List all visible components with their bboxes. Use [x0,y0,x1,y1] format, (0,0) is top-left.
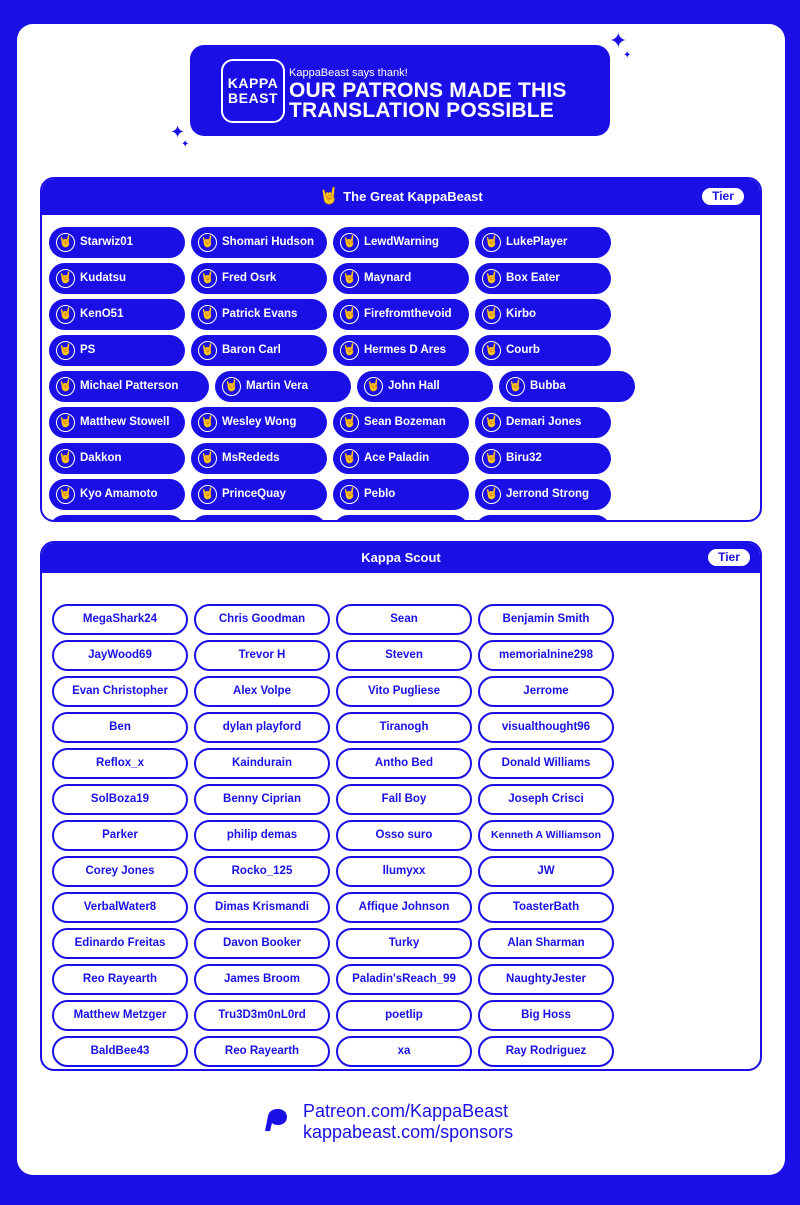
patron-pill [49,407,185,438]
patron-name: PrinceQuay [222,488,286,500]
patron-pill [478,676,614,707]
patron-pill [52,964,188,995]
rock-hand-icon: 🤘 [340,485,359,504]
patron-name: Bubba [530,380,566,392]
patron-pill [333,479,469,510]
patron-name: Dimas Krismandi [215,901,309,913]
rock-hand-icon: 🤘 [222,377,241,396]
patron-name: Donald Williams [501,757,591,769]
patron-pill [52,712,188,743]
patron-name: Benjamin Smith [502,613,590,625]
patron-pill [194,676,330,707]
patron-name: Matthew Stowell [80,416,170,428]
patron-name: Hermes D Ares [364,344,447,356]
patron-pill [475,263,611,294]
patron-pill [336,964,472,995]
rock-hand-icon [198,521,217,522]
patron-name: Sean Bozeman [364,416,446,428]
patron-name: Maynard [364,272,412,284]
patron-name: Trevor H [238,649,286,661]
patron-name: Baron Carl [222,344,281,356]
patron-name: Ace Paladin [364,452,430,464]
patron-pill [52,856,188,887]
tier-scout-tier-button[interactable]: Tier [708,549,750,566]
patron-pill [52,640,188,671]
patron-pill [52,892,188,923]
patron-name: Ray Rodriguez [505,1045,587,1057]
patron-name: Patrick Evans [222,308,298,320]
patron-pill [52,784,188,815]
patron-name: Jerrond Strong [506,488,590,500]
patron-name: Reflox_x [96,757,144,769]
rock-hand-icon: 🤘 [56,377,75,396]
rock-hand-icon: 🤘 [56,341,75,360]
rock-hand-icon [56,521,75,522]
patron-name: SolBoza19 [90,793,150,805]
patron-name: MegaShark24 [82,613,158,625]
rock-hand-icon: 🤘 [56,269,75,288]
rock-hand-icon: 🤘 [482,413,501,432]
patron-pill [191,479,327,510]
sparkle-icon: ✦ [181,139,190,150]
patron-name: BaldBee43 [90,1045,150,1057]
patron-pill [475,227,611,258]
patron-pill [336,748,472,779]
patreon-link[interactable]: Patreon.com/KappaBeast [303,1101,509,1121]
patron-pill [49,443,185,474]
patron-pill [191,335,327,366]
patron-pill [52,1036,188,1067]
patron-pill [333,407,469,438]
patron-pill [478,928,614,959]
patron-name: Michael Patterson [80,380,179,392]
rock-hand-icon: 🤘 [56,413,75,432]
patron-name: PS [80,344,96,356]
patron-name: Shomari Hudson [222,236,315,248]
rock-hand-icon: 🤘 [319,188,340,205]
patron-name: Tru3D3m0nL0rd [218,1009,306,1021]
patron-name: Big Hoss [521,1009,571,1021]
patron-name: Box Eater [506,272,560,284]
patron-name: Starwiz01 [80,236,134,248]
patron-pill [194,892,330,923]
patron-pill [478,1000,614,1031]
banner-title [289,81,567,121]
patron-pill [475,443,611,474]
patron-pill [478,712,614,743]
tier-great-patron-list [49,227,755,522]
patron-pill [478,604,614,635]
patron-pill [478,820,614,851]
patron-name: Demari Jones [506,416,582,428]
sparkle-icon: ✦ [623,50,632,61]
patron-pill [52,748,188,779]
rock-hand-icon: 🤘 [482,341,501,360]
rock-hand-icon: 🤘 [340,341,359,360]
patron-name: Osso suro [375,829,433,841]
patron-pill [194,820,330,851]
patron-pill [475,299,611,330]
patron-pill [191,515,327,522]
patron-name: Reo Rayearth [82,973,158,985]
patron-pill [336,1000,472,1031]
patron-pill [191,263,327,294]
patron-name: Ben [109,721,131,733]
rock-hand-icon: 🤘 [56,485,75,504]
patron-pill [333,227,469,258]
rock-hand-icon: 🤘 [198,485,217,504]
patron-pill [478,748,614,779]
patron-name: Joseph Crisci [508,793,584,805]
patron-pill [336,856,472,887]
patron-name: Kaindurain [231,757,293,769]
patron-pill [194,1036,330,1067]
patron-pill [336,712,472,743]
patron-name: Evan Christopher [72,685,168,697]
patron-pill [49,335,185,366]
patron-name: Steven [385,649,423,661]
patron-pill [194,1000,330,1031]
patron-name: Vito Pugliese [367,685,440,697]
patron-name: Martin Vera [246,380,308,392]
patron-pill [52,676,188,707]
patron-name: philip demas [226,829,298,841]
rock-hand-icon: 🤘 [56,233,75,252]
tier-great-panel [40,177,762,522]
patron-name: Kirbo [506,308,537,320]
logo-line2: BEAST [228,90,278,106]
patron-name: Tiranogh [379,721,429,733]
patron-pill [49,515,185,522]
logo-line1: KAPPA [227,75,279,91]
patron-name: Wesley Wong [222,416,297,428]
patron-pill [499,371,635,402]
tier-scout-patron-list [52,604,758,1071]
patron-pill [215,371,351,402]
patron-name: NaughtyJester [506,973,586,985]
patron-pill [478,1036,614,1067]
rock-hand-icon: 🤘 [482,269,501,288]
patron-name: Alex Volpe [233,685,291,697]
patron-name: Matthew Metzger [73,1009,167,1021]
patron-pill [336,784,472,815]
patron-name: xa [397,1045,411,1057]
patron-pill [194,856,330,887]
patron-name: JayWood69 [88,649,152,661]
rock-hand-icon: 🤘 [56,449,75,468]
patron-pill [52,604,188,635]
patron-name: Dakkon [80,452,122,464]
banner-title-line2: TRANSLATION POSSIBLE [289,99,554,122]
tier-scout-panel [40,541,762,1071]
patron-name: Alan Sharman [507,937,585,949]
tier-great-title: The Great KappaBeast [343,189,483,204]
patron-name: MsRededs [222,452,280,464]
patron-pill [336,1036,472,1067]
patron-pill [49,479,185,510]
patron-name: Paladin'sReach_99 [352,973,456,985]
patron-pill [194,964,330,995]
patron-pill [49,227,185,258]
patron-name: Sean [390,613,418,625]
tier-great-header [42,179,760,215]
rock-hand-icon: 🤘 [198,305,217,324]
patron-name: KenO51 [80,308,124,320]
patron-name: visualthought96 [501,721,591,733]
patron-pill [194,712,330,743]
patron-pill [191,443,327,474]
patron-pill [336,604,472,635]
patron-pill [49,371,209,402]
patron-pill [194,784,330,815]
patron-pill [336,676,472,707]
patron-pill [49,263,185,294]
patron-name: Benny Ciprian [223,793,301,805]
rock-hand-icon: 🤘 [340,449,359,468]
rock-hand-icon: 🤘 [198,413,217,432]
patron-pill [49,299,185,330]
rock-hand-icon: 🤘 [198,269,217,288]
rock-hand-icon: 🤘 [482,449,501,468]
patron-pill [478,964,614,995]
rock-hand-icon: 🤘 [482,485,501,504]
patron-name: Peblo [364,488,396,500]
patron-pill [194,604,330,635]
tier-scout-header [42,543,760,573]
patron-pill [333,443,469,474]
patron-pill [52,1000,188,1031]
patron-name: John Hall [388,380,440,392]
patron-name: LewdWarning [364,236,439,248]
patron-pill [475,479,611,510]
rock-hand-icon: 🤘 [198,449,217,468]
patron-pill [475,335,611,366]
patron-pill [336,820,472,851]
patron-pill [336,928,472,959]
patron-name: Parker [102,829,138,841]
patron-name: poetlip [385,1009,423,1021]
patron-name: Rocko_125 [231,865,293,877]
rock-hand-icon: 🤘 [482,233,501,252]
rock-hand-icon: 🤘 [482,305,501,324]
patron-name: Kudatsu [80,272,126,284]
patron-pill [478,640,614,671]
rock-hand-icon [340,521,359,522]
patron-name: ToasterBath [512,901,580,913]
patron-pill [333,335,469,366]
patron-name: Chris Goodman [218,613,306,625]
patron-pill [475,407,611,438]
header-banner [190,45,610,136]
patron-name: memorialnine298 [499,649,593,661]
patron-pill [357,371,493,402]
patron-name: Jerrome [523,685,569,697]
patron-pill [478,892,614,923]
patron-name: Affique Johnson [358,901,450,913]
patron-pill [191,227,327,258]
patron-pill [333,515,469,522]
patron-pill [194,640,330,671]
patron-pill [52,928,188,959]
patron-pill [52,820,188,851]
rock-hand-icon: 🤘 [56,305,75,324]
rock-hand-icon: 🤘 [364,377,383,396]
patron-name: Edinardo Freitas [74,937,166,949]
patron-pill [191,299,327,330]
patron-pill [333,263,469,294]
patron-name: Kyo Amamoto [80,488,158,500]
patron-name: Fall Boy [381,793,427,805]
patron-name: Firefromthevoid [364,308,452,320]
kappabeast-logo [221,59,285,123]
patron-pill [191,407,327,438]
patron-pill [336,892,472,923]
sponsors-link[interactable]: kappabeast.com/sponsors [303,1122,514,1142]
rock-hand-icon: 🤘 [198,341,217,360]
patron-name: Davon Booker [223,937,301,949]
patron-pill [478,784,614,815]
patron-pill [475,515,611,522]
patron-name: Turky [388,937,420,949]
banner-title-line1: OUR PATRONS MADE THIS [289,79,567,102]
patron-name: Reo Rayearth [224,1045,300,1057]
patron-name: Biru32 [506,452,542,464]
patron-name: Fred Osrk [222,272,277,284]
rock-hand-icon: 🤘 [340,233,359,252]
patron-pill [478,856,614,887]
rock-hand-icon: 🤘 [340,413,359,432]
tier-scout-title: Kappa Scout [361,550,441,565]
patron-pill [336,640,472,671]
patron-name: VerbalWater8 [83,901,157,913]
patron-name: Kenneth A Williamson [491,829,601,841]
patron-name: LukePlayer [506,236,568,248]
patron-pill [333,299,469,330]
rock-hand-icon: 🤘 [198,233,217,252]
banner-subtitle: KappaBeast says thank! [289,67,408,79]
patron-name: llumyxx [382,865,426,877]
sparkle-icon: ✦ [609,28,628,53]
patreon-icon [264,1107,288,1133]
patron-pill [194,928,330,959]
patron-name: Antho Bed [374,757,434,769]
tier-great-tier-button[interactable]: Tier [702,188,744,205]
patron-name: dylan playford [222,721,302,733]
rock-hand-icon: 🤘 [340,269,359,288]
patron-name: Courb [506,344,540,356]
sparkle-icon: ✦ [170,122,186,142]
patron-name: James Broom [223,973,301,985]
patron-pill [194,748,330,779]
rock-hand-icon [482,521,501,522]
rock-hand-icon: 🤘 [506,377,525,396]
patron-name: JW [537,865,555,877]
rock-hand-icon: 🤘 [340,305,359,324]
patron-name: Corey Jones [85,865,155,877]
